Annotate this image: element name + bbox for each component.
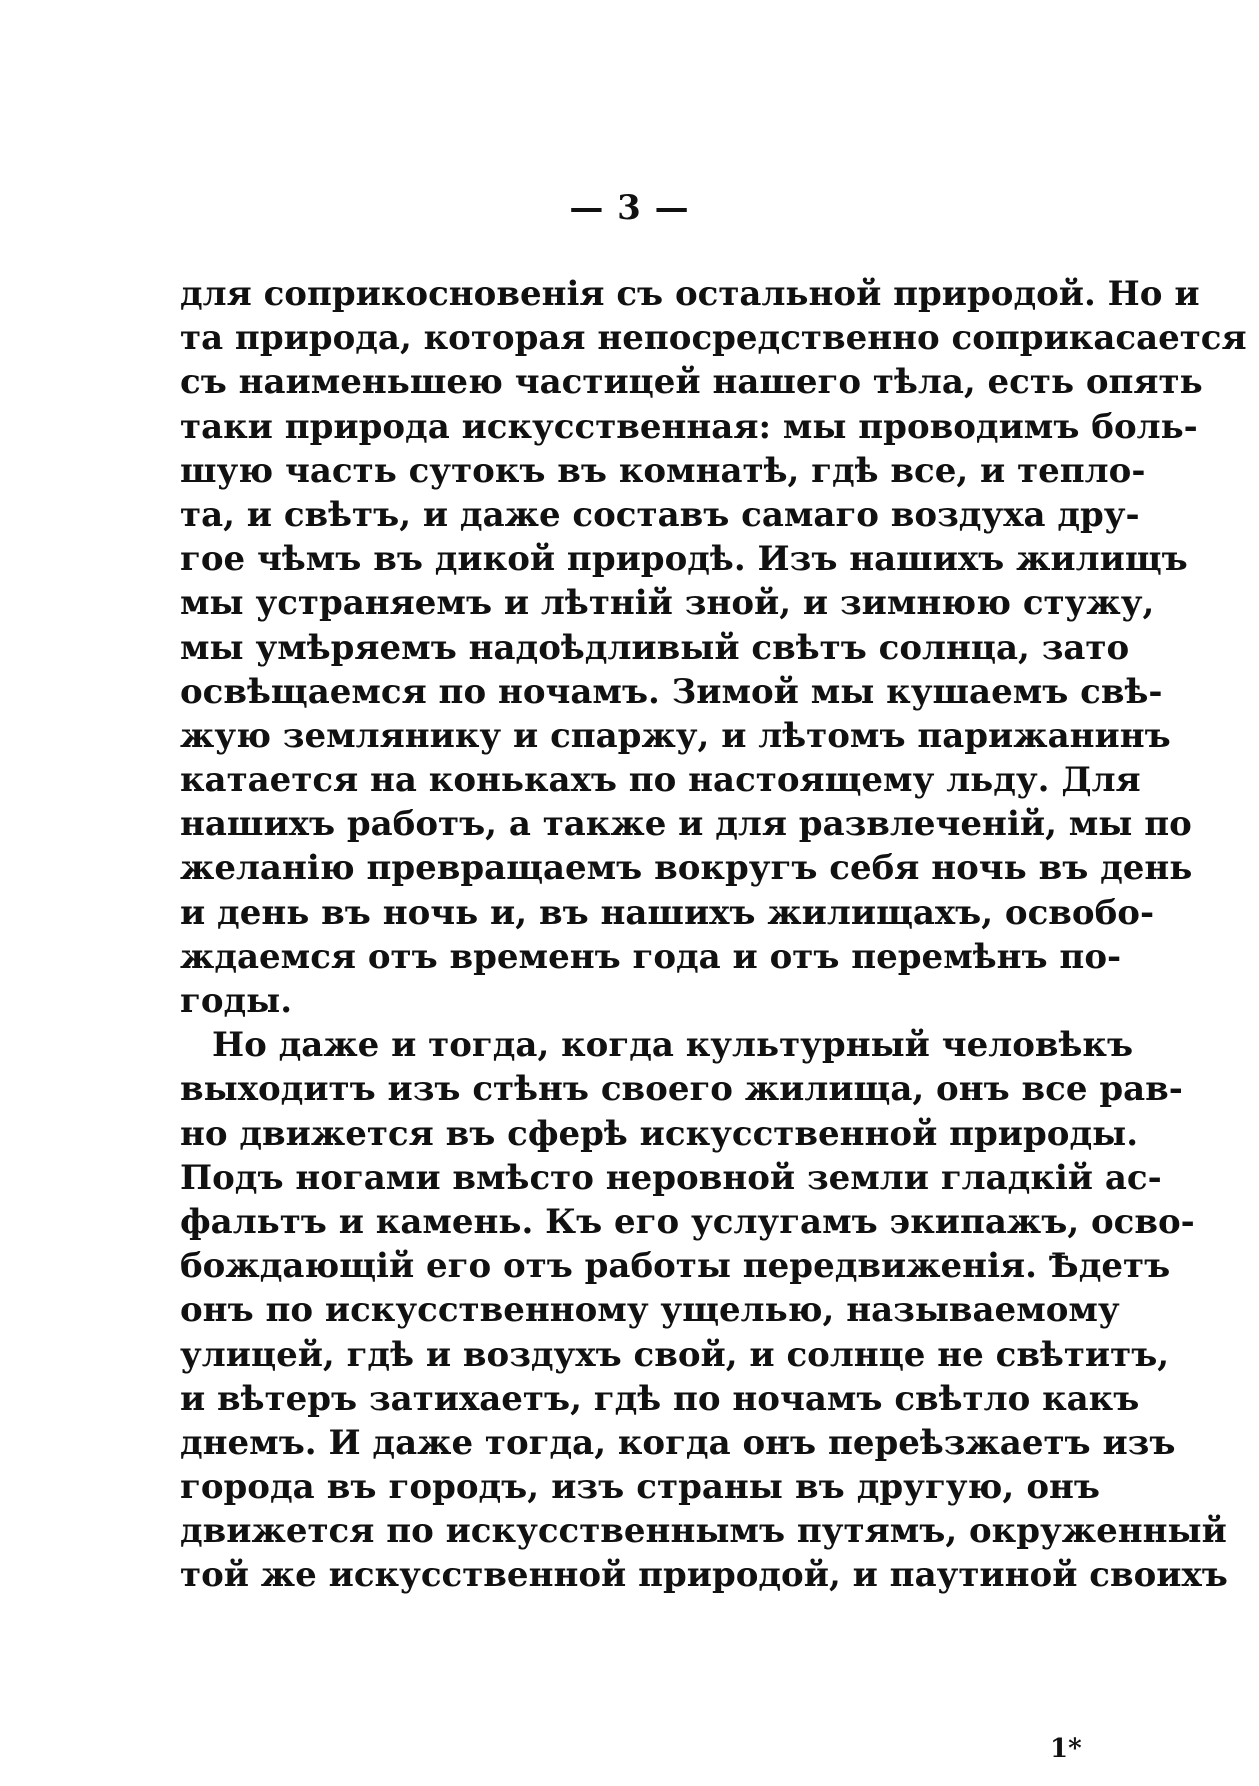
- text-line: и вѣтеръ затихаетъ, гдѣ по ночамъ свѣтло какъ: [180, 1378, 1140, 1419]
- text-line: для соприкосновенія съ остальной природой. Но и: [180, 274, 1200, 314]
- text-line: освѣщаемся по ночамъ. Зимой мы кушаемъ свѣ-: [180, 671, 1163, 712]
- page-number: — 3 —: [569, 188, 690, 228]
- printer-signature-mark: 1*: [1050, 1734, 1082, 1764]
- text-line: желанію превращаемъ вокругъ себя ночь въ день: [180, 848, 1193, 889]
- text-line: онъ по искусственному ущелью, называемому: [180, 1290, 1120, 1331]
- text-line: Подъ ногами вмѣсто неровной земли гладкій ас-: [180, 1157, 1162, 1198]
- text-line: ждаемся отъ временъ года и отъ перемѣнъ по-: [180, 936, 1122, 977]
- text-line: та природа, которая непосредственно соприкасается: [180, 318, 1247, 359]
- text-line: таки природа искусственная: мы проводимъ боль-: [180, 406, 1198, 447]
- text-line: съ наименьшею частицей нашего тѣла, есть опять: [180, 362, 1203, 403]
- text-line: та, и свѣтъ, и даже составъ самаго воздуха дру-: [180, 494, 1140, 535]
- text-line: днемъ. И даже тогда, когда онъ переѣзжаетъ изъ: [180, 1422, 1176, 1463]
- text-line: гое чѣмъ въ дикой природѣ. Изъ нашихъ жилищъ: [180, 539, 1188, 580]
- text-line: нашихъ работъ, а также и для развлеченій, мы по: [180, 804, 1192, 845]
- text-line: жую землянику и спаржу, и лѣтомъ парижанинъ: [180, 715, 1171, 756]
- text-line: движется по искусственнымъ путямъ, окруженный: [180, 1511, 1227, 1552]
- text-line: мы умѣряемъ надоѣдливый свѣтъ солнца, зато: [180, 627, 1130, 668]
- text-line: города въ городъ, изъ страны въ другую, онъ: [180, 1467, 1100, 1508]
- text-line: катается на конькахъ по настоящему льду. Для: [180, 760, 1141, 801]
- text-line: бождающій его отъ работы передвиженія. Ѣдетъ: [180, 1246, 1171, 1287]
- text-line: выходитъ изъ стѣнъ своего жилища, онъ все рав-: [180, 1069, 1183, 1110]
- text-line: но движется въ сферѣ искусственной природы.: [180, 1113, 1139, 1154]
- text-line: фальтъ и камень. Къ его услугамъ экипажъ, осво-: [180, 1201, 1195, 1242]
- text-line: мы устраняемъ и лѣтній зной, и зимнюю стужу,: [180, 583, 1155, 624]
- text-line: улицей, гдѣ и воздухъ свой, и солнце не свѣтитъ,: [180, 1334, 1170, 1375]
- text-line: шую часть сутокъ въ комнатѣ, гдѣ все, и тепло-: [180, 450, 1146, 491]
- paragraph-end-line: годы.: [180, 981, 293, 1021]
- body-text: [180, 272, 1247, 1598]
- paragraph-start-line: Но даже и тогда, когда культурный человѣкъ: [212, 1025, 1134, 1066]
- text-line: и день въ ночь и, въ нашихъ жилищахъ, освобо-: [180, 892, 1155, 933]
- text-line: той же искусственной природой, и паутиной своихъ: [180, 1555, 1228, 1596]
